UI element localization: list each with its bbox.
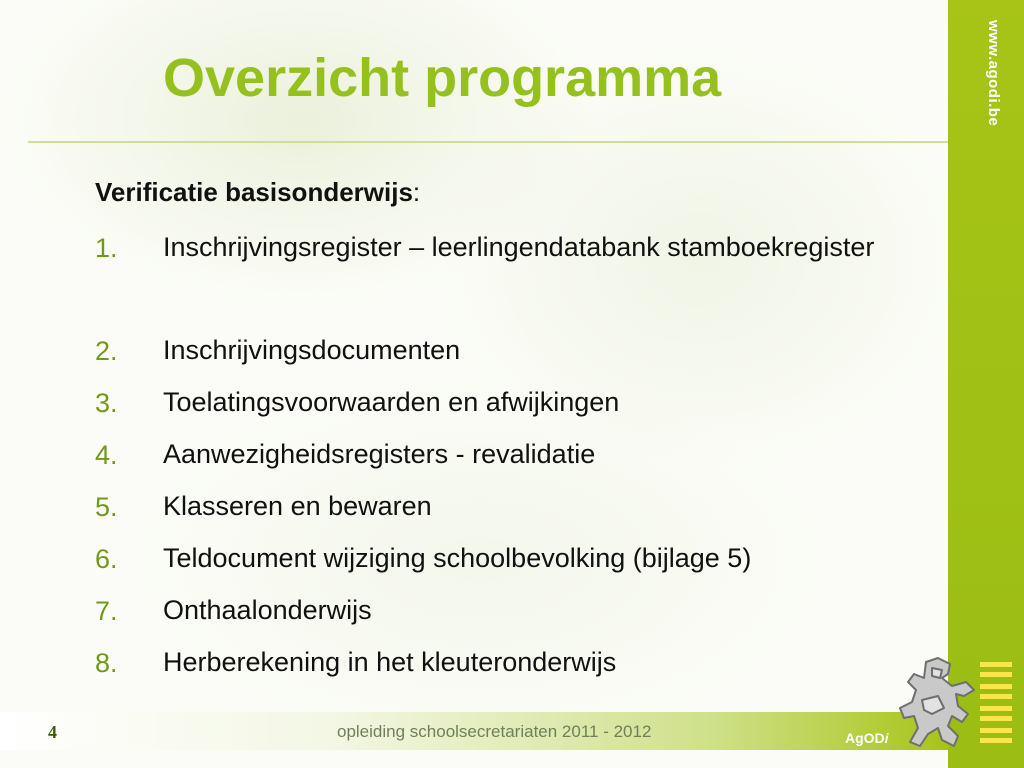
page-number: 4: [48, 722, 57, 742]
brand-label: [845, 730, 889, 746]
list-item-number: 3.: [95, 388, 118, 418]
subheading: [95, 172, 420, 212]
list-item-text: Inschrijvingsdocumenten: [163, 335, 461, 365]
footer-text: opleiding schoolsecretariaten 2011 - 2012: [337, 722, 652, 741]
subheading-bold: Verificatie basisonderwijs: [95, 177, 413, 207]
list-item-number: 8.: [95, 648, 118, 678]
list-item-text: Klasseren en bewaren: [163, 491, 432, 521]
subheading-suffix: :: [412, 177, 421, 207]
list-item-number: 2.: [95, 336, 118, 366]
list-item-text: Herberekening in het kleuteronderwijs: [163, 647, 617, 677]
list-item-text: Toelatingsvoorwaarden en afwijkingen: [163, 387, 620, 417]
brand-stripes-icon: [978, 660, 1014, 750]
list-item-number: 1.: [95, 233, 118, 263]
list-item-text: Teldocument wijziging schoolbevolking (bijlage 5): [163, 543, 752, 573]
list-item-number: 6.: [95, 544, 118, 574]
list-item-text: Inschrijvingsregister – leerlingendatabank stamboekregister: [163, 232, 875, 262]
list-item-number: 4.: [95, 440, 118, 470]
list-item-text: Onthaalonderwijs: [163, 595, 372, 625]
side-url: www.agodi.be: [985, 20, 1002, 127]
brand-label-italic: i: [884, 730, 889, 746]
list-item-text: Aanwezigheidsregisters - revalidatie: [163, 439, 596, 469]
slide-title: Overzicht programma: [163, 48, 722, 108]
list-item-number: 5.: [95, 492, 118, 522]
title-divider: [28, 141, 948, 143]
flemish-lion-logo-icon: [898, 656, 978, 748]
brand-label-main: AgOD: [845, 730, 885, 746]
list-item-number: 7.: [95, 596, 118, 626]
